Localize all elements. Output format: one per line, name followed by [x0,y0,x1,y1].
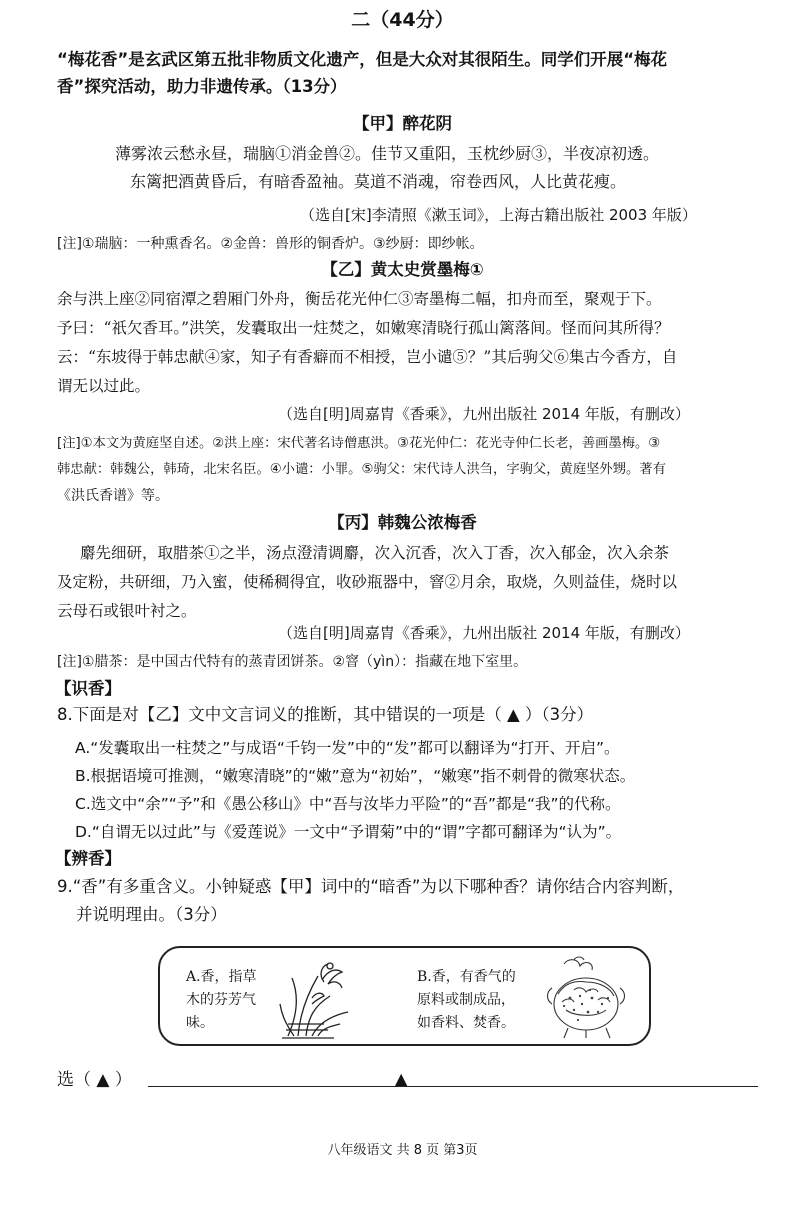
jia-note: [注]①瑞脑：一种熏香名。②金兽：兽形的铜香炉。③纱厨：即纱帐。 [57,236,484,252]
q8-option-d: D.“自谓无以过此”与《爱莲说》一文中“予谓菊”中的“谓”字都可翻译为“认为”。 [75,823,622,841]
bing-title: 【丙】韩魏公浓梅香 [328,513,477,532]
yi-note-3: 《洪氏香谱》等。 [57,488,169,504]
orchid-plant-icon [278,958,356,1040]
answer-line[interactable] [148,1086,758,1087]
question-8: 8.下面是对【乙】文中文言词义的推断，其中错误的一项是（ ▲ ）（3分） [57,705,594,724]
question-9-line-1: 9.“香”有多重含义。小钟疑惑【甲】词中的“暗香”为以下哪种香？请你结合内容判断， [57,877,685,896]
jia-title: 【甲】醉花阴 [353,114,452,133]
jia-source: （选自[宋]李清照《漱玉词》，上海古籍出版社 2003 年版） [300,206,697,224]
option-b-text: B.香，有香气的 原料或制成品， 如香料、焚香。 [417,969,516,1031]
yi-note-1: [注]①本文为黄庭坚自述。②洪上座：宋代著名诗僧惠洪。③花光仲仁：花光寺仲仁长老，善画墨梅。③ [57,436,661,451]
q8-option-c: C.选文中“余”“予”和《愚公移山》中“吾与汝毕力平险”的“吾”都是“我”的代称。 [75,795,621,813]
answer-prefix: 选（ ▲ ） [57,1070,132,1090]
answer-mark: ▲ [395,1069,408,1088]
q8-option-a: A.“发囊取出一柱焚之”与成语“千钧一发”中的“发”都可以翻译为“打开、开启”。 [75,739,620,757]
section-title: 二（44分） [351,9,454,31]
bing-source: （选自[明]周嘉胄《香乘》，九州出版社 2014 年版，有删改） [278,624,690,642]
yi-source: （选自[明]周嘉胄《香乘》，九州出版社 2014 年版，有删改） [278,405,690,423]
q8-option-b: B.根据语境可推测，“嫩寒清晓”的“嫩”意为“初始”，“嫩寒”指不刺骨的微寒状态。 [75,767,636,785]
jia-line-2: 东篱把酒黄昏后，有暗香盈袖。莫道不消魂，帘卷西风，人比黄花瘦。 [130,172,627,191]
jia-line-1: 薄雾浓云愁永昼，瑞脑①消金兽②。佳节又重阳，玉枕纱厨③，半夜凉初透。 [115,144,660,163]
bing-note: [注]①腊茶：是中国古代特有的蒸青团饼茶。②窨（yìn）：指藏在地下室里。 [57,654,528,670]
question-9-line-2: 并说明理由。（3分） [76,905,227,924]
intro-line-1: “梅花香”是玄武区第五批非物质文化遗产，但是大众对其很陌生。同学们开展“梅花 [57,50,668,69]
option-a-text: A.香，指草 木的芬芳气 味。 [186,969,257,1031]
yi-title: 【乙】黄太史赏墨梅① [321,260,484,279]
bing-line-3: 云母石或银叶衬之。 [57,602,197,620]
shixiang-heading: 【识香】 [55,679,121,698]
bianxiang-heading: 【辨香】 [55,849,121,868]
yi-line-3: 云：“东坡得于韩忠献④家，知子有香癖而不相授，岂小谴⑤？”其后驹父⑥集古今香方，自 [57,348,678,366]
bing-line-1: 麝先细研，取腊茶①之半，汤点澄清调麝，次入沉香，次入丁香，次入郁金，次入余茶 [80,544,670,562]
yi-line-2: 予曰：“祇欠香耳。”洪笑，发囊取出一炷焚之，如嫩寒清晓行孤山篱落间。怪而问其所得？ [57,319,670,337]
incense-burner-icon [544,954,628,1040]
yi-line-4: 谓无以过此。 [57,377,151,395]
answer-choice-box [158,946,651,1046]
bing-line-2: 及定粉，共研细，乃入蜜，使稀稠得宜，收砂瓶器中，窨②月余，取烧，久则益佳，烧时以 [57,573,678,591]
page-footer: 八年级语文 共 8 页 第3页 [327,1143,478,1158]
yi-line-1: 余与洪上座②同宿潭之碧厢门外舟，衡岳花光仲仁③寄墨梅二幅，扣舟而至，聚观于下。 [57,290,662,308]
yi-note-2: 韩忠献：韩魏公，韩琦，北宋名臣。④小谴：小罪。⑤驹父：宋代诗人洪刍，字驹父，黄庭坚外甥。著有 [57,462,666,477]
intro-line-2: 香”探究活动，助力非遗传承。（13分） [57,77,347,96]
